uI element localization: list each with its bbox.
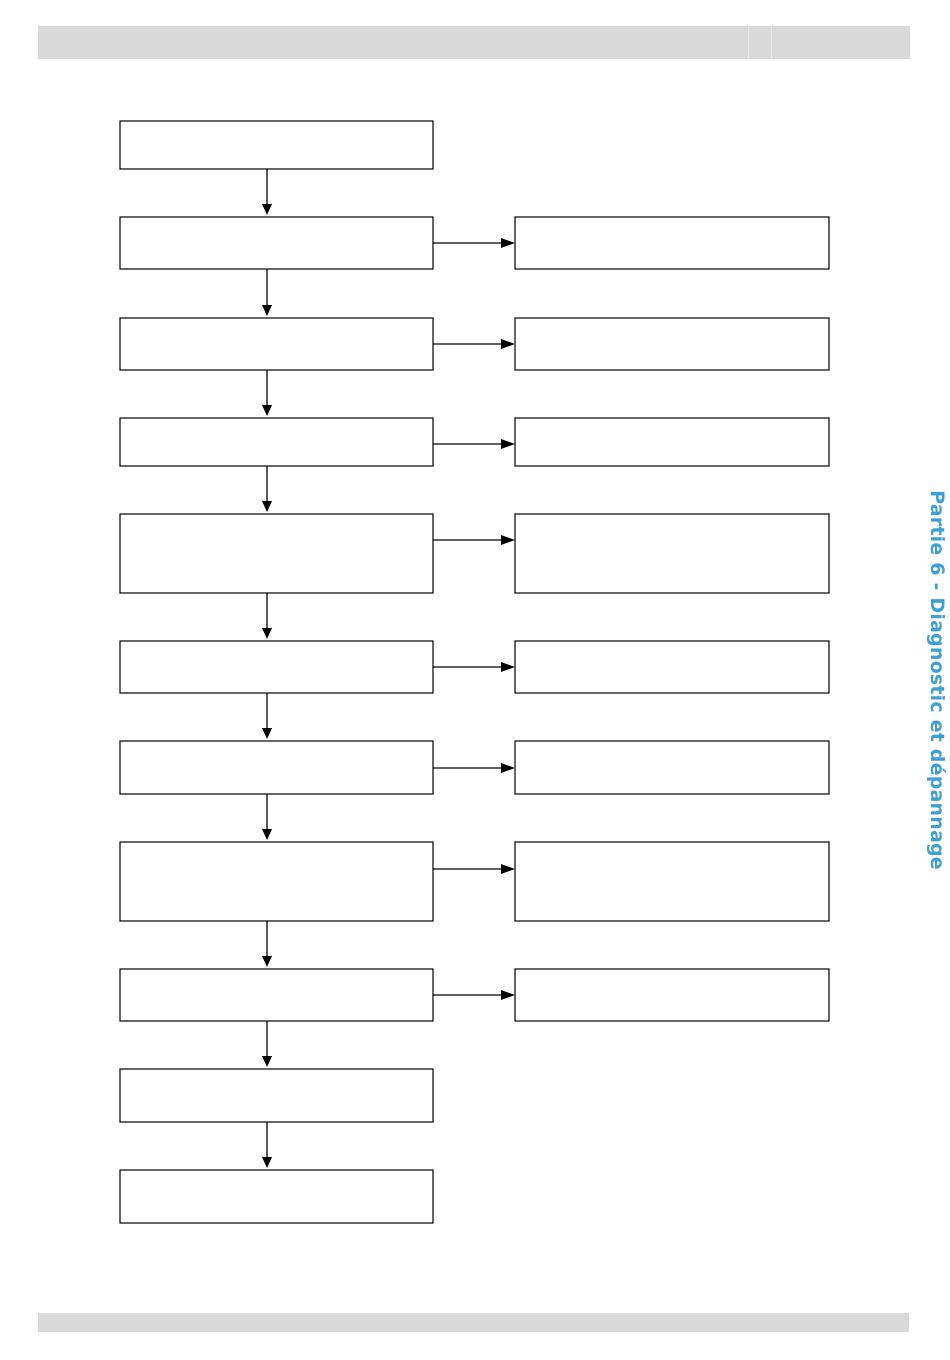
arrowhead <box>501 864 515 874</box>
side-box-r7 <box>515 741 829 794</box>
arrowhead <box>262 204 272 215</box>
side-box-r8 <box>515 842 829 921</box>
side-box-r5 <box>515 514 829 593</box>
arrowhead <box>262 305 272 316</box>
section-side-tab: Partie 6 - Diagnostic et dépannage <box>926 490 948 870</box>
arrowhead <box>262 1056 272 1067</box>
arrowhead <box>262 1157 272 1168</box>
arrowhead <box>262 405 272 416</box>
step-box-s2 <box>120 217 433 269</box>
step-box-s3 <box>120 318 433 370</box>
step-box-s7 <box>120 741 433 794</box>
arrowhead <box>262 728 272 739</box>
side-box-r4 <box>515 418 829 466</box>
arrowhead <box>262 956 272 967</box>
side-box-r2 <box>515 217 829 269</box>
arrowhead <box>501 990 515 1000</box>
arrowhead <box>501 238 515 248</box>
arrowhead <box>501 763 515 773</box>
arrowhead <box>501 339 515 349</box>
footer-bar <box>38 1313 909 1332</box>
step-box-s4 <box>120 418 433 466</box>
step-box-s1 <box>120 121 433 169</box>
arrowhead <box>501 439 515 449</box>
step-box-s8 <box>120 842 433 921</box>
step-box-s11 <box>120 1170 433 1223</box>
arrowhead <box>262 829 272 840</box>
arrowhead <box>501 662 515 672</box>
step-box-s9 <box>120 969 433 1021</box>
side-box-r9 <box>515 969 829 1021</box>
side-box-r6 <box>515 641 829 693</box>
arrowhead <box>262 501 272 512</box>
step-box-s6 <box>120 641 433 693</box>
arrowhead <box>501 535 515 545</box>
side-box-r3 <box>515 318 829 370</box>
arrowhead <box>262 628 272 639</box>
step-box-s5 <box>120 514 433 593</box>
step-box-s10 <box>120 1069 433 1122</box>
